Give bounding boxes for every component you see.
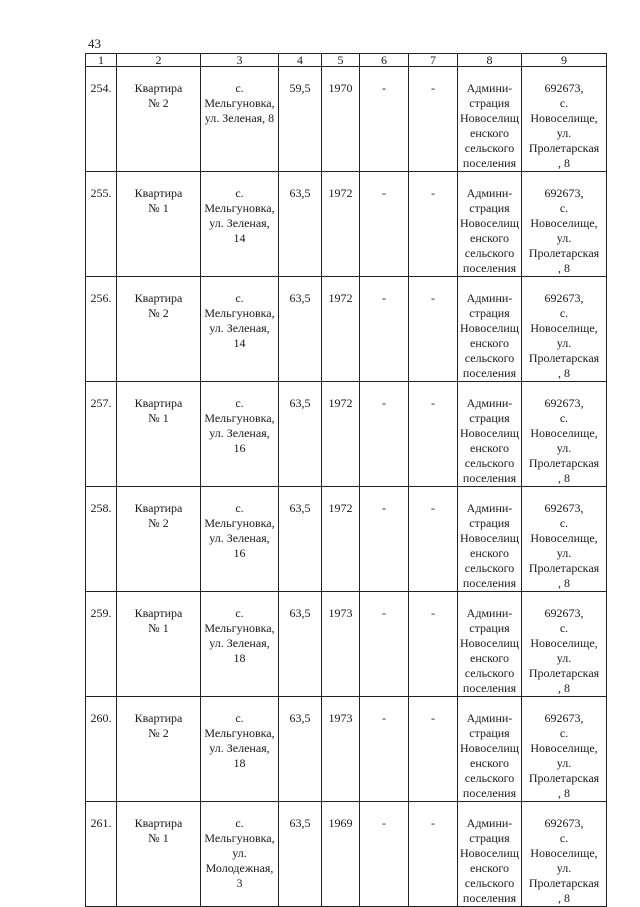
area-cell-text: 59,5 (289, 81, 311, 95)
column-6-cell-text: - (382, 816, 386, 830)
row-number-cell-text: 261. (90, 816, 112, 830)
holder-address-cell-text: 692673, с. Новоселище, ул. Пролетарская , 8 (528, 501, 600, 590)
page-number: 43 (88, 36, 101, 51)
header-cell: 4 (279, 54, 322, 67)
column-7-cell-text: - (431, 711, 435, 725)
column-6-cell (360, 67, 409, 172)
row-number-cell (86, 277, 117, 382)
address-cell-text: с. Мельгуновка, ул. Зеленая, 18 (204, 606, 275, 665)
column-6-cell-text: - (382, 396, 386, 410)
column-7-cell-text: - (431, 606, 435, 620)
table-row (86, 802, 607, 907)
row-number-cell (86, 172, 117, 277)
row-number-cell-text: 259. (90, 606, 112, 620)
address-cell (201, 802, 279, 907)
table-row (86, 277, 607, 382)
column-6-cell-text: - (382, 501, 386, 515)
object-name-cell-text: Квартира № 1 (134, 816, 183, 845)
area-cell-text: 63,5 (289, 501, 311, 515)
row-number-cell (86, 802, 117, 907)
area-cell (279, 382, 322, 487)
holder-cell (458, 697, 522, 802)
address-cell (201, 697, 279, 802)
area-cell (279, 487, 322, 592)
address-cell (201, 487, 279, 592)
header-cell: 8 (458, 54, 522, 67)
year-cell-text: 1970 (328, 81, 353, 95)
table-row (86, 67, 607, 172)
object-name-cell (117, 67, 201, 172)
holder-cell-text: Админи- страция Новоселищ енского сельского поселения (460, 501, 519, 590)
year-cell-text: 1973 (328, 606, 353, 620)
column-7-cell-text: - (431, 816, 435, 830)
column-6-cell (360, 277, 409, 382)
column-7-cell (409, 487, 458, 592)
holder-address-cell-text: 692673, с. Новоселище, ул. Пролетарская , 8 (528, 816, 600, 905)
address-cell-text: с. Мельгуновка, ул. Зеленая, 16 (204, 501, 275, 560)
object-name-cell-text: Квартира № 1 (134, 396, 183, 425)
object-name-cell (117, 382, 201, 487)
holder-address-cell-text: 692673, с. Новоселище, ул. Пролетарская , 8 (528, 291, 600, 380)
row-number-cell (86, 487, 117, 592)
column-7-cell (409, 697, 458, 802)
object-name-cell (117, 592, 201, 697)
object-name-cell-text: Квартира № 2 (134, 81, 183, 110)
row-number-cell-text: 256. (90, 291, 112, 305)
address-cell (201, 382, 279, 487)
header-cell: 7 (409, 54, 458, 67)
holder-cell-text: Админи- страция Новоселищ енского сельского поселения (460, 186, 519, 275)
area-cell (279, 172, 322, 277)
address-cell (201, 67, 279, 172)
holder-address-cell (522, 802, 607, 907)
object-name-cell-text: Квартира № 1 (134, 606, 183, 635)
column-6-cell (360, 697, 409, 802)
row-number-cell-text: 258. (90, 501, 112, 515)
object-name-cell-text: Квартира № 2 (134, 711, 183, 740)
holder-cell (458, 277, 522, 382)
table-row (86, 382, 607, 487)
column-6-cell-text: - (382, 291, 386, 305)
header-row (86, 54, 607, 67)
address-cell (201, 172, 279, 277)
holder-cell (458, 487, 522, 592)
column-7-cell (409, 67, 458, 172)
year-cell (322, 172, 360, 277)
holder-cell-text: Админи- страция Новоселищ енского сельского поселения (460, 396, 519, 485)
column-6-cell (360, 382, 409, 487)
year-cell-text: 1972 (328, 501, 353, 515)
holder-cell (458, 382, 522, 487)
year-cell-text: 1972 (328, 291, 353, 305)
header-cell: 5 (322, 54, 360, 67)
year-cell-text: 1973 (328, 711, 353, 725)
area-cell-text: 63,5 (289, 291, 311, 305)
table-row (86, 592, 607, 697)
table-row (86, 487, 607, 592)
holder-address-cell (522, 592, 607, 697)
column-6-cell-text: - (382, 81, 386, 95)
object-name-cell (117, 802, 201, 907)
object-name-cell (117, 172, 201, 277)
holder-address-cell-text: 692673, с. Новоселище, ул. Пролетарская , 8 (528, 711, 600, 800)
year-cell (322, 277, 360, 382)
year-cell-text: 1969 (328, 816, 353, 830)
column-6-cell (360, 802, 409, 907)
holder-address-cell (522, 487, 607, 592)
address-cell-text: с. Мельгуновка, ул. Зеленая, 14 (204, 186, 275, 245)
row-number-cell (86, 592, 117, 697)
header-cell: 1 (86, 54, 117, 67)
column-7-cell-text: - (431, 81, 435, 95)
object-name-cell (117, 697, 201, 802)
row-number-cell (86, 697, 117, 802)
area-cell (279, 697, 322, 802)
area-cell (279, 67, 322, 172)
object-name-cell-text: Квартира № 2 (134, 291, 183, 320)
header-cell: 9 (522, 54, 607, 67)
holder-cell (458, 802, 522, 907)
table-row (86, 697, 607, 802)
object-name-cell (117, 277, 201, 382)
column-7-cell (409, 802, 458, 907)
column-6-cell-text: - (382, 186, 386, 200)
object-name-cell (117, 487, 201, 592)
area-cell-text: 63,5 (289, 186, 311, 200)
holder-address-cell (522, 382, 607, 487)
year-cell (322, 802, 360, 907)
holder-address-cell-text: 692673, с. Новоселище, ул. Пролетарская , 8 (528, 606, 600, 695)
column-7-cell (409, 382, 458, 487)
year-cell (322, 592, 360, 697)
holder-address-cell (522, 277, 607, 382)
area-cell-text: 63,5 (289, 711, 311, 725)
column-7-cell (409, 277, 458, 382)
column-6-cell-text: - (382, 711, 386, 725)
holder-cell-text: Админи- страция Новоселищ енского сельского поселения (460, 711, 519, 800)
column-6-cell (360, 487, 409, 592)
column-6-cell (360, 172, 409, 277)
address-cell (201, 277, 279, 382)
column-7-cell-text: - (431, 291, 435, 305)
address-cell (201, 592, 279, 697)
row-number-cell-text: 254. (90, 81, 112, 95)
year-cell (322, 487, 360, 592)
column-7-cell-text: - (431, 501, 435, 515)
column-6-cell-text: - (382, 606, 386, 620)
table-row (86, 172, 607, 277)
year-cell (322, 67, 360, 172)
address-cell-text: с. Мельгуновка, ул. Молодежная, 3 (204, 816, 275, 890)
header-cell: 3 (201, 54, 279, 67)
holder-cell-text: Админи- страция Новоселищ енского сельского поселения (460, 606, 519, 695)
holder-address-cell-text: 692673, с. Новоселище, ул. Пролетарская , 8 (528, 396, 600, 485)
header-cell: 2 (117, 54, 201, 67)
year-cell-text: 1972 (328, 396, 353, 410)
holder-cell (458, 67, 522, 172)
address-cell-text: с. Мельгуновка, ул. Зеленая, 8 (204, 81, 275, 125)
holder-address-cell (522, 172, 607, 277)
row-number-cell-text: 260. (90, 711, 112, 725)
column-7-cell-text: - (431, 186, 435, 200)
object-name-cell-text: Квартира № 2 (134, 501, 183, 530)
year-cell (322, 382, 360, 487)
area-cell (279, 277, 322, 382)
area-cell-text: 63,5 (289, 816, 311, 830)
row-number-cell (86, 67, 117, 172)
column-7-cell (409, 172, 458, 277)
year-cell-text: 1972 (328, 186, 353, 200)
row-number-cell (86, 382, 117, 487)
holder-cell (458, 592, 522, 697)
holder-address-cell (522, 67, 607, 172)
area-cell-text: 63,5 (289, 606, 311, 620)
row-number-cell-text: 257. (90, 396, 112, 410)
row-number-cell-text: 255. (90, 186, 112, 200)
holder-address-cell-text: 692673, с. Новоселище, ул. Пролетарская , 8 (528, 186, 600, 275)
address-cell-text: с. Мельгуновка, ул. Зеленая, 16 (204, 396, 275, 455)
holder-cell-text: Админи- страция Новоселищ енского сельского поселения (460, 816, 519, 905)
holder-cell-text: Админи- страция Новоселищ енского сельского поселения (460, 291, 519, 380)
header-cell: 6 (360, 54, 409, 67)
address-cell-text: с. Мельгуновка, ул. Зеленая, 14 (204, 291, 275, 350)
holder-address-cell (522, 697, 607, 802)
column-7-cell-text: - (431, 396, 435, 410)
area-cell (279, 802, 322, 907)
column-6-cell (360, 592, 409, 697)
area-cell-text: 63,5 (289, 396, 311, 410)
column-7-cell (409, 592, 458, 697)
holder-cell (458, 172, 522, 277)
object-name-cell-text: Квартира № 1 (134, 186, 183, 215)
holder-cell-text: Админи- страция Новоселищ енского сельского поселения (460, 81, 519, 170)
area-cell (279, 592, 322, 697)
address-cell-text: с. Мельгуновка, ул. Зеленая, 18 (204, 711, 275, 770)
property-table (85, 53, 607, 907)
holder-address-cell-text: 692673, с. Новоселище, ул. Пролетарская , 8 (528, 81, 600, 170)
year-cell (322, 697, 360, 802)
